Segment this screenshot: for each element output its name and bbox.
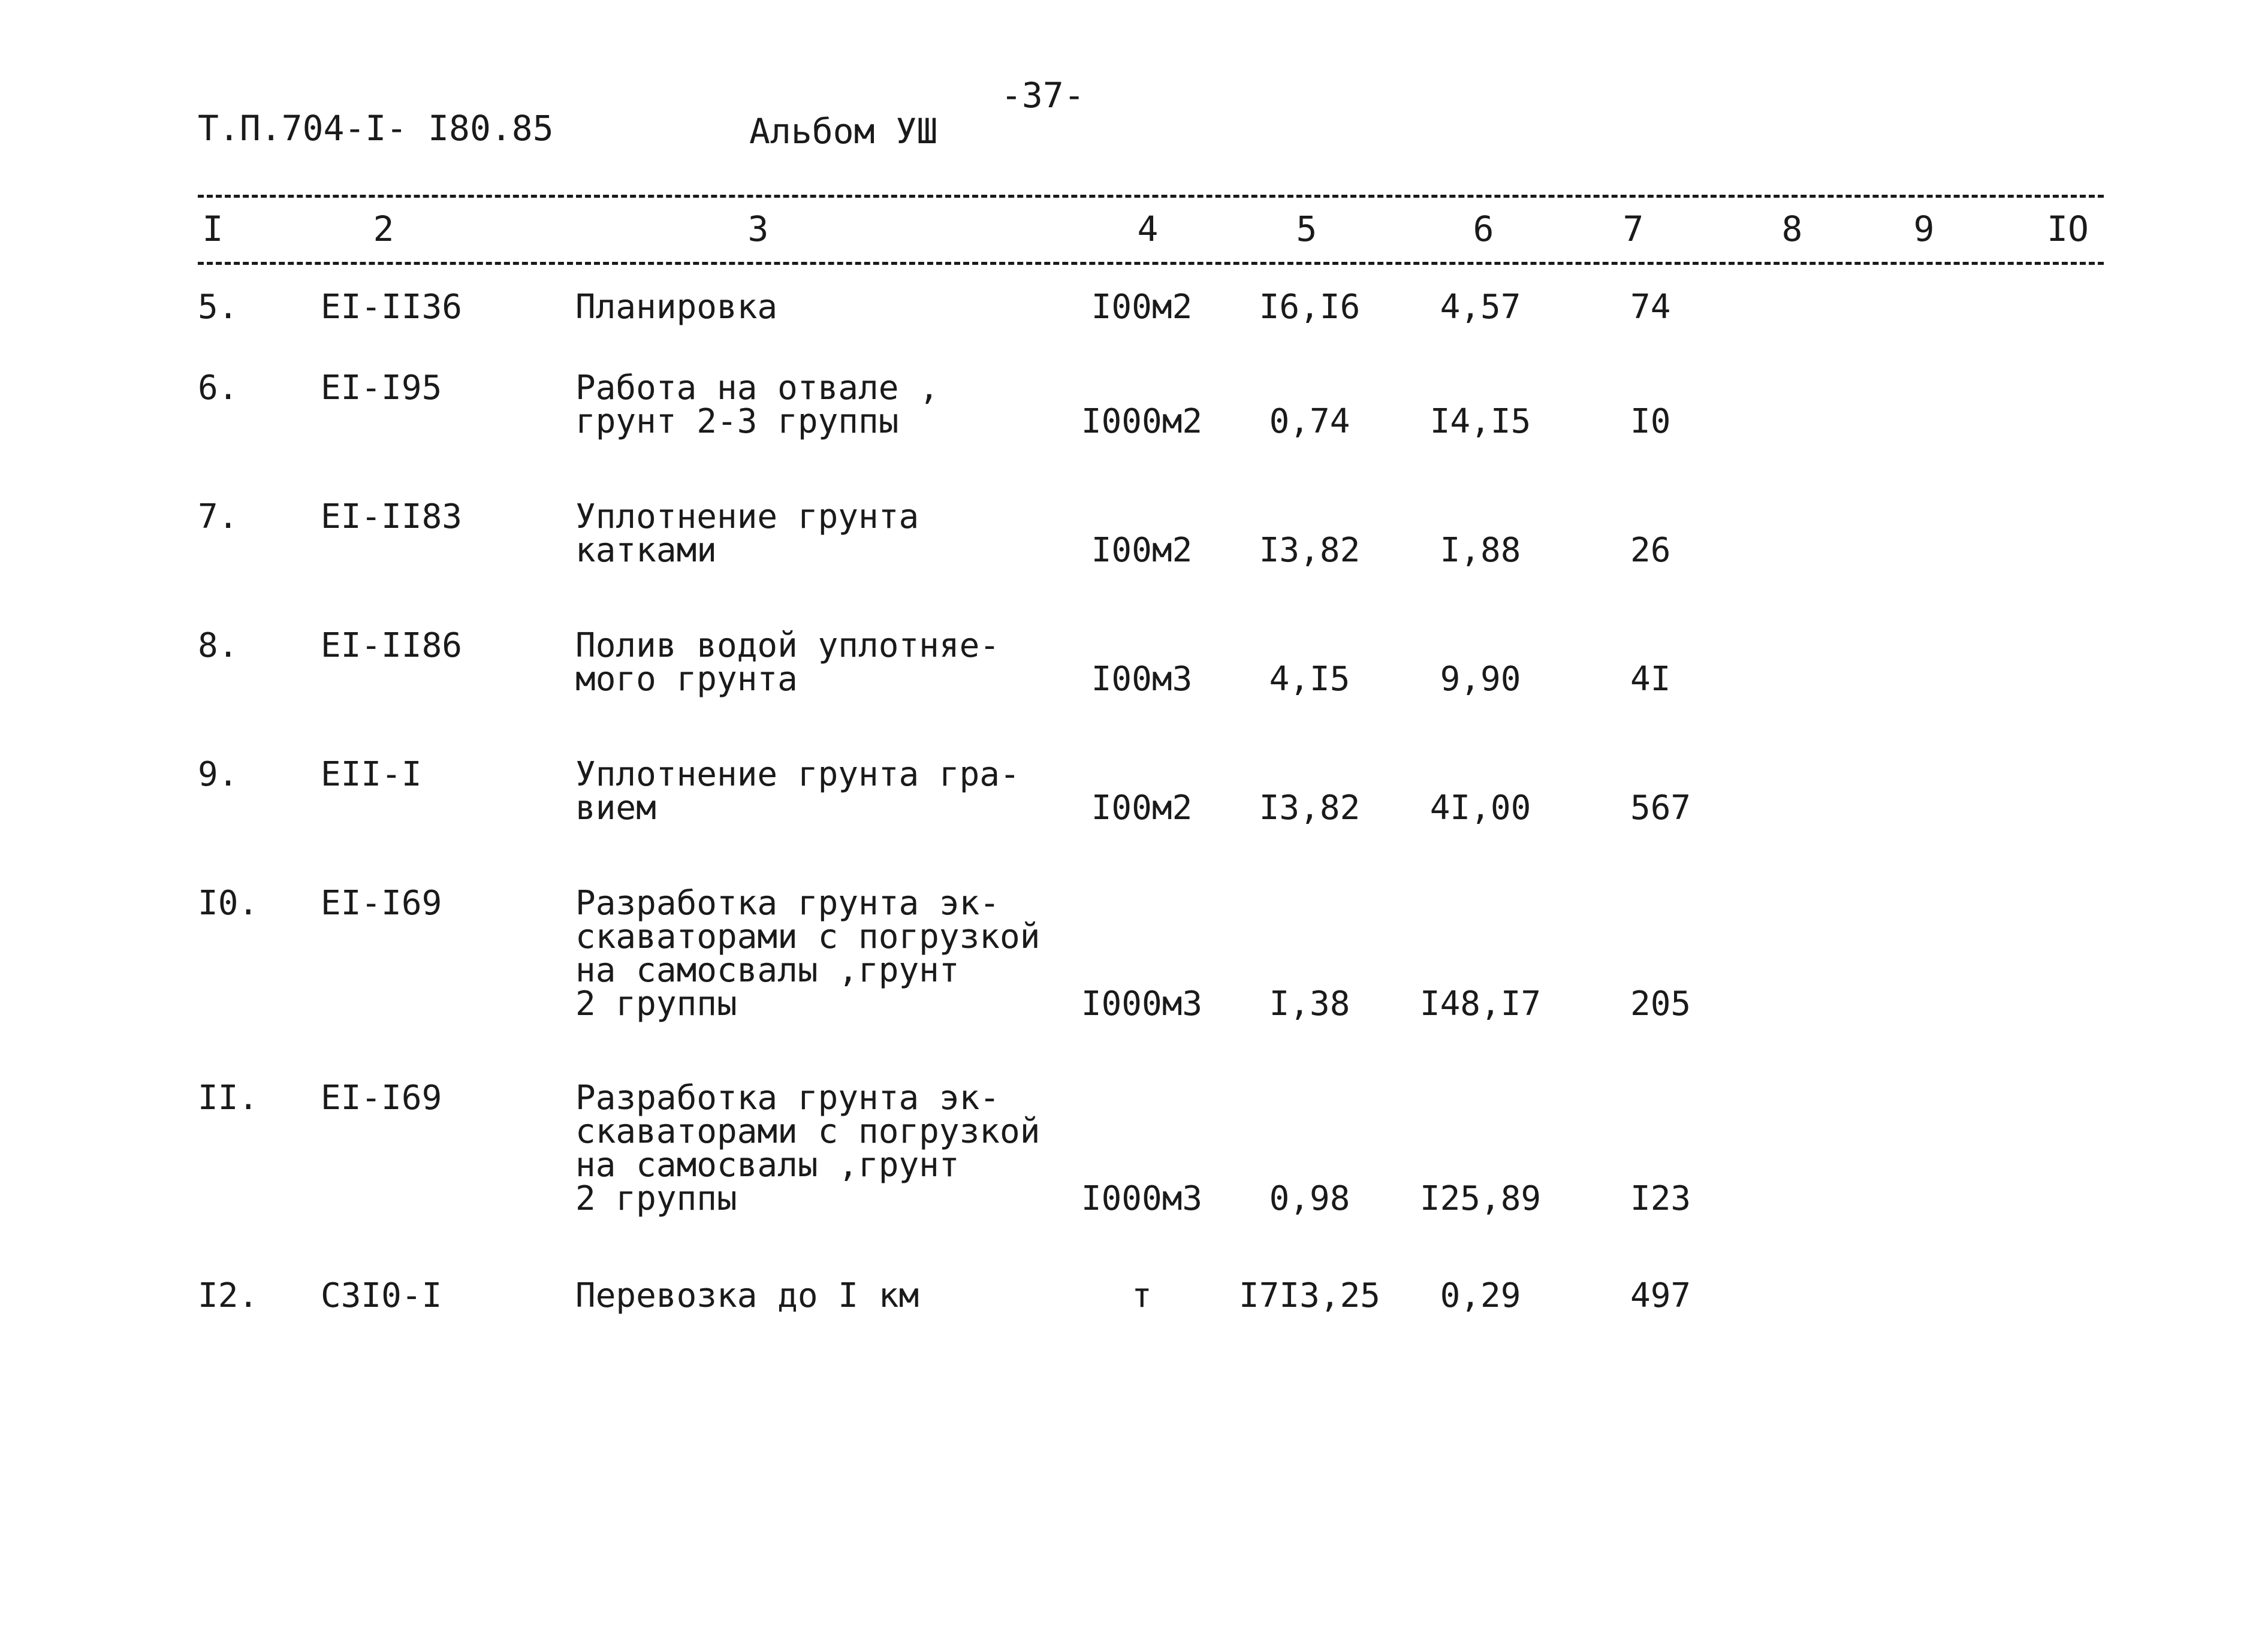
column-header-4: 4 — [1137, 209, 1159, 249]
total-cost: I0 — [1630, 402, 1671, 441]
work-description: Полив водой уплотняе- мого грунта — [575, 626, 1000, 699]
row-number: 9. — [198, 755, 239, 794]
total-cost: 74 — [1630, 288, 1671, 327]
document-code: Т.П.704-I- I80.85 — [198, 108, 554, 149]
work-description: Перевозка до I км — [575, 1276, 919, 1315]
quantity: 0,98 — [1269, 1179, 1350, 1218]
column-header-7: 7 — [1622, 209, 1644, 249]
row-number: 7. — [198, 497, 239, 536]
unit-price: I,88 — [1440, 531, 1521, 570]
quantity: I6,I6 — [1259, 288, 1361, 327]
work-description: Разработка грунта эк- скаваторами с погрузкой на самосвалы ,грунт 2 группы — [575, 884, 1040, 1023]
unit: I00м2 — [1091, 288, 1193, 327]
quantity: I7I3,25 — [1238, 1276, 1381, 1315]
unit-price: 4I,00 — [1429, 789, 1531, 827]
row-number: I0. — [198, 884, 259, 923]
work-description: Планировка — [575, 288, 778, 327]
row-number: 5. — [198, 288, 239, 327]
rate-code: EI-II36 — [321, 288, 463, 327]
header-bottom-rule — [198, 262, 2104, 265]
header-top-rule — [198, 195, 2104, 198]
quantity: I3,82 — [1259, 531, 1361, 570]
work-description: Разработка грунта эк- скаваторами с погрузкой на самосвалы ,грунт 2 группы — [575, 1079, 1040, 1218]
page-number: -37- — [1001, 75, 1085, 116]
album-label: Альбом УШ — [749, 111, 938, 152]
rate-code: EI-II83 — [321, 497, 463, 536]
row-number: 8. — [198, 626, 239, 665]
work-description: Уплотнение грунта катками — [575, 497, 919, 570]
total-cost: 567 — [1630, 789, 1691, 827]
unit: I000м3 — [1081, 984, 1203, 1023]
rate-code: EII-I — [321, 755, 422, 794]
unit: I00м2 — [1091, 789, 1193, 827]
unit-price: 4,57 — [1440, 288, 1521, 327]
column-header-8: 8 — [1781, 209, 1803, 249]
column-header-2: 2 — [373, 209, 394, 249]
unit: I00м2 — [1091, 531, 1193, 570]
column-header-9: 9 — [1913, 209, 1935, 249]
total-cost: 26 — [1630, 531, 1671, 570]
total-cost: 205 — [1630, 984, 1691, 1023]
unit-price: I4,I5 — [1429, 402, 1531, 441]
unit-price: 9,90 — [1440, 660, 1521, 699]
rate-code: EI-II86 — [321, 626, 463, 665]
quantity: 0,74 — [1269, 402, 1350, 441]
unit: I000м3 — [1081, 1179, 1203, 1218]
quantity: I,38 — [1269, 984, 1350, 1023]
unit: I000м2 — [1081, 402, 1203, 441]
rate-code: EI-I95 — [321, 369, 442, 407]
quantity: 4,I5 — [1269, 660, 1350, 699]
column-header-3: 3 — [747, 209, 769, 249]
unit: I00м3 — [1091, 660, 1193, 699]
row-number: I2. — [198, 1276, 259, 1315]
total-cost: 497 — [1630, 1276, 1691, 1315]
unit: т — [1132, 1276, 1152, 1315]
work-description: Уплотнение грунта гра- вием — [575, 755, 1020, 827]
total-cost: 4I — [1630, 660, 1671, 699]
total-cost: I23 — [1630, 1179, 1691, 1218]
rate-code: EI-I69 — [321, 1079, 442, 1117]
rate-code: C3I0-I — [321, 1276, 442, 1315]
rate-code: EI-I69 — [321, 884, 442, 923]
column-header-1: I — [202, 209, 224, 249]
row-number: 6. — [198, 369, 239, 407]
work-description: Работа на отвале , грунт 2-3 группы — [575, 369, 939, 441]
unit-price: I25,89 — [1419, 1179, 1542, 1218]
column-header-10: IO — [2047, 209, 2089, 249]
quantity: I3,82 — [1259, 789, 1361, 827]
unit-price: I48,I7 — [1419, 984, 1542, 1023]
row-number: II. — [198, 1079, 259, 1117]
column-header-5: 5 — [1296, 209, 1317, 249]
column-header-6: 6 — [1473, 209, 1494, 249]
unit-price: 0,29 — [1440, 1276, 1521, 1315]
